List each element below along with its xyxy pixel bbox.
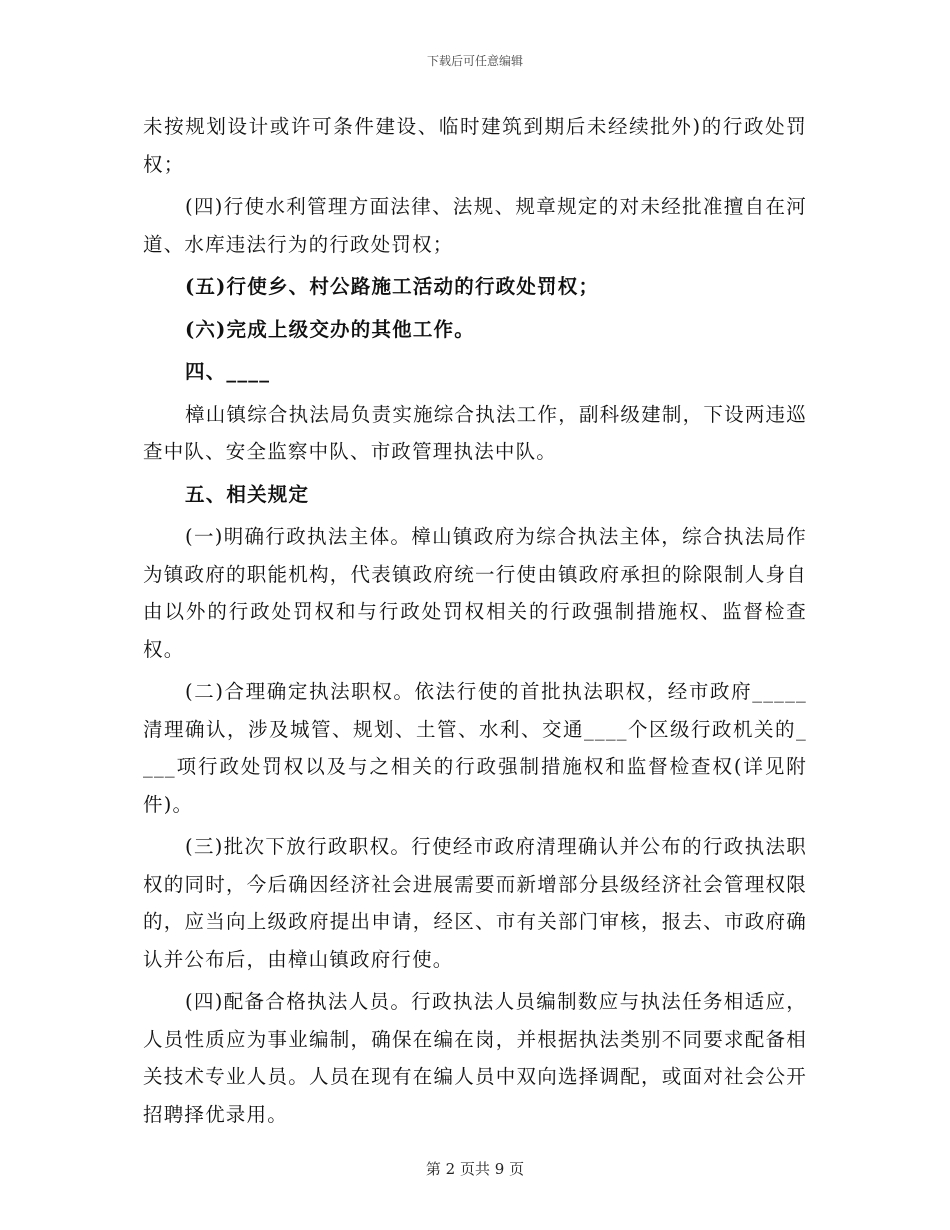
paragraph-bureau-description: 樟山镇综合执法局负责实施综合执法工作，副科级建制，下设两违巡查中队、安全监察中队、市政管理执法中队。: [143, 402, 807, 463]
section-heading-five: 五、相关规定: [185, 482, 310, 506]
paragraph-continuation: 未按规划设计或许可条件建设、临时建筑到期后未经续批外)的行政处罚权；: [143, 115, 807, 176]
section-heading-four: 四、____: [185, 360, 271, 383]
paragraph-rule-1: (一)明确行政执法主体。樟山镇政府为综合执法主体，综合执法局作为镇政府的职能机构，代表镇政府统一行使由镇政府承担的除限制人身自由以外的行政处罚权和与行政处罚权相关的行政强制措施权、监督检查权。: [143, 525, 807, 661]
paragraph-item-5-road: (五)行使乡、村公路施工活动的行政处罚权；: [185, 275, 600, 298]
paragraph-item-6-other: (六)完成上级交办的其他工作。: [185, 317, 475, 341]
page-header: 下载后可任意编辑: [426, 54, 523, 68]
paragraph-rule-2: (二)合理确定执法职权。依法行使的首批执法职权，经市政府_____清理确认，涉及城管、规划、土管、水利、交通____个区级行政机关的____项行政处罚权以及与之相关的行政强制措施权和监督检查权(详见附件)。: [143, 680, 807, 816]
paragraph-rule-4: (四)配备合格执法人员。行政执法人员编制数应与执法任务相适应，人员性质应为事业编制，确保在编在岗，并根据执法类别不同要求配备相关技术专业人员。人员在现有在编人员中双向选择调配，或面对社会公开招聘择优录用。: [143, 990, 807, 1126]
paragraph-rule-3: (三)批次下放行政职权。行使经市政府清理确认并公布的行政执法职权的同时，今后确因经济社会进展需要而新增部分县级经济社会管理权限的，应当向上级政府提出申请，经区、市有关部门审核，报去、市政府确认并公布后，由樟山镇政府行使。: [143, 835, 807, 971]
page-number: 第 2 页共 9 页: [425, 1160, 525, 1178]
document-body: [143, 108, 807, 1138]
paragraph-item-4-water: (四)行使水利管理方面法律、法规、规章规定的对未经批准擅自在河道、水库违法行为的行政处罚权；: [143, 195, 807, 256]
